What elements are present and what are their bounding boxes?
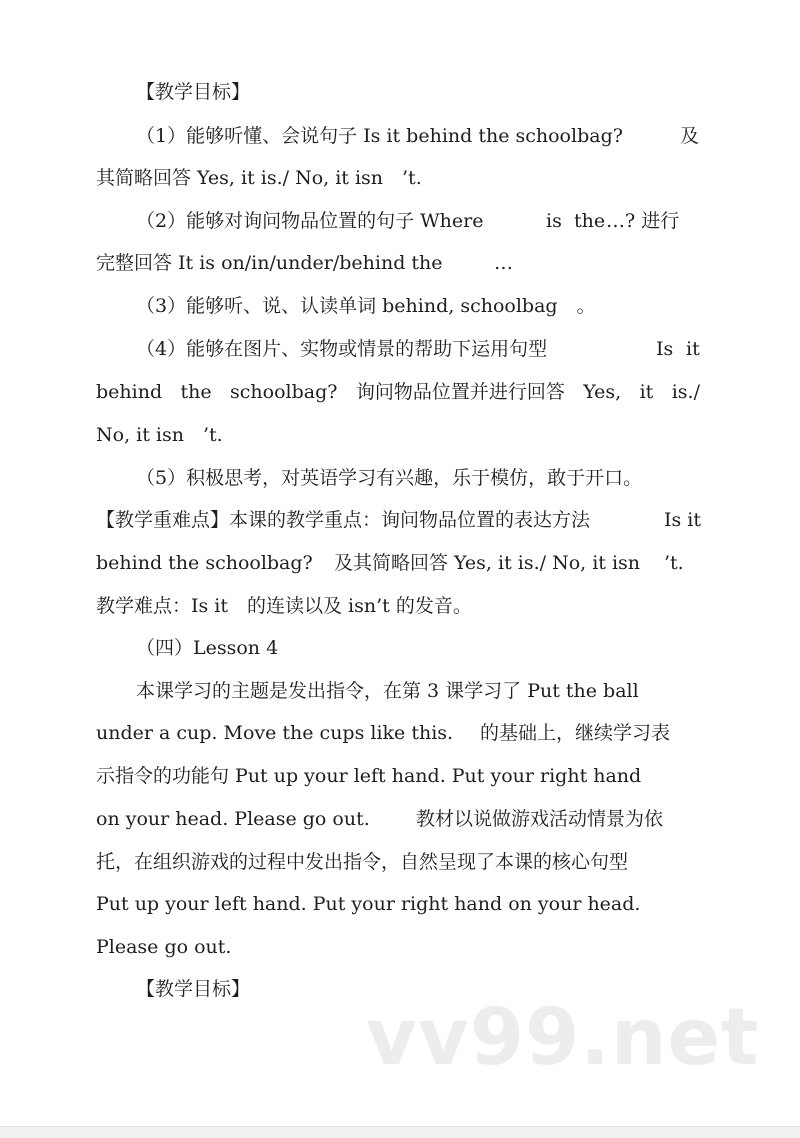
paragraph-line: Please go out. [96,936,232,958]
paragraph-line: behind the schoolbag? [96,552,313,574]
paragraph-line: 的基础上，继续学习表 [480,722,671,744]
paragraph-word: it [639,381,654,403]
paragraph-line: on your head. Please go out. [96,808,370,830]
paragraph-line: No, it isn ’t. [96,424,223,446]
paragraph-line: 完整回答 It is on/in/under/behind the [96,252,443,274]
paragraph-line: under a cup. Move the cups like this. [96,722,454,744]
paragraph-line: （2）能够对询问物品位置的句子 Where [136,210,484,232]
paragraph-line: Is [656,338,674,360]
paragraph-line: the [574,210,606,232]
watermark: vv99.net [366,993,760,1083]
paragraph-word: is./ [671,381,700,403]
paragraph-line: Is it [664,509,702,531]
paragraph-word: schoolbag? [230,381,338,403]
section-heading: 【教学目标】 [136,81,251,103]
paragraph-line: （1）能够听懂、会说句子 Is it behind the schoolbag? [136,125,623,147]
paragraph-line: Put up your left hand. Put your right hand on your head. [96,893,641,915]
paragraph-line: 托，在组织游戏的过程中发出指令，自然呈现了本课的核心句型 [96,851,629,873]
paragraph-line: 及其简略回答 Yes, it is./ No, it isn [334,552,641,574]
paragraph-line: （3）能够听、说、认读单词 behind, schoolbag 。 [136,295,596,317]
paragraph-line: 其简略回答 Yes, it is./ No, it isn ’t. [96,167,422,189]
paragraph-line: 教材以说做游戏活动情景为依 [416,808,664,830]
paragraph-word: Yes, [583,381,622,403]
paragraph-line: ’t. [664,552,684,574]
paragraph-line: 及 [680,125,700,147]
page-bottom-edge [0,1126,800,1138]
paragraph-word: 询问物品位置并进行回答 [355,381,565,403]
paragraph-word: behind [96,381,163,403]
section-heading: 【教学目标】 [136,978,251,1000]
paragraph-line: 【教学重难点】本课的教学重点：询问物品位置的表达方法 [96,509,591,531]
justified-line [96,380,700,404]
section-heading: （四）Lesson 4 [136,637,279,659]
paragraph-word: the [180,381,212,403]
paragraph-line: 本课学习的主题是发出指令，在第 3 课学习了 Put the ball [136,680,639,702]
paragraph-line: （5）积极思考，对英语学习有兴趣，乐于模仿，敢于开口。 [136,467,643,489]
paragraph-line: （4）能够在图片、实物或情景的帮助下运用句型 [136,338,548,360]
paragraph-line: it [686,338,700,360]
paragraph-line: …? 进行 [606,210,680,232]
paragraph-line: … [494,252,513,274]
paragraph-line: is [546,210,562,232]
paragraph-line: 示指令的功能句 Put up your left hand. Put your right hand [96,765,642,787]
paragraph-line: 教学难点：Is it 的连读以及 isn’t 的发音。 [96,595,472,617]
